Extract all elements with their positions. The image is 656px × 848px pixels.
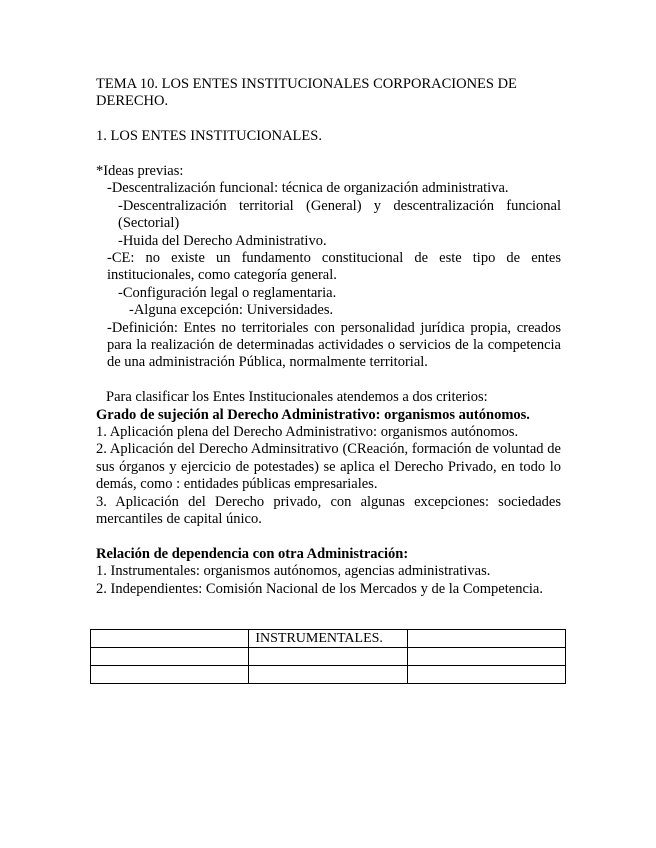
criterios-heading: Grado de sujeción al Derecho Administrativo: organismos autónomos. <box>96 406 530 423</box>
idea-line-4: -CE: no existe un fundamento constitucional de este tipo de entes institucionales, como categoría general. <box>107 250 561 284</box>
table-cell <box>91 666 249 684</box>
criterios-intro: Para clasificar los Entes Institucionales atendemos a dos criterios: <box>106 389 488 406</box>
table-cell <box>407 648 565 666</box>
criterio-item-1: 1. Aplicación plena del Derecho Administrativo: organismos autónomos. <box>96 424 519 441</box>
document-body <box>96 76 561 598</box>
section-heading: 1. LOS ENTES INSTITUCIONALES. <box>96 128 322 145</box>
table-row <box>91 666 566 684</box>
table-cell <box>91 630 249 648</box>
table-row <box>91 630 566 648</box>
criterio-item-3: 3. Aplicación del Derecho privado, con algunas excepciones: sociedades mercantiles de capital único. <box>96 493 561 528</box>
table-cell <box>249 666 407 684</box>
table-cell <box>407 630 565 648</box>
idea-line-6: -Alguna excepción: Universidades. <box>129 302 334 319</box>
table-row <box>91 648 566 666</box>
relacion-heading: Relación de dependencia con otra Administración: <box>96 545 409 562</box>
classification-table <box>90 629 566 684</box>
idea-line-1: -Descentralización funcional: técnica de organización administrativa. <box>107 180 509 197</box>
relacion-item-1: 1. Instrumentales: organismos autónomos, agencias administrativas. <box>96 563 491 580</box>
idea-line-3: -Huida del Derecho Administrativo. <box>118 232 327 249</box>
relacion-item-2: 2. Independientes: Comisión Nacional de los Mercados y de la Competencia. <box>96 580 543 597</box>
table-cell <box>91 648 249 666</box>
table-cell <box>249 648 407 666</box>
idea-line-7: -Definición: Entes no territoriales con personalidad jurídica propia, creados para la realización de determinadas actividades o servicios de la competencia de una administración Pública, normalmente territorial. <box>107 319 561 371</box>
ideas-heading: *Ideas previas: <box>96 163 184 179</box>
title-line-1: TEMA 10. LOS ENTES INSTITUCIONALES CORPORACIONES DE <box>96 76 517 92</box>
table-cell <box>407 666 565 684</box>
table-header-instrumentales: INSTRUMENTALES. <box>249 630 407 648</box>
idea-line-5: -Configuración legal o reglamentaria. <box>118 284 337 301</box>
criterio-item-2: 2. Aplicación del Derecho Adminsitrativo (CReación, formación de voluntad de sus órganos y ejercicio de potestades) se aplica el Derecho Privado, en todo lo demás, como : entidades públicas empresariales. <box>96 441 561 493</box>
title-line-2: DERECHO. <box>96 93 169 110</box>
idea-line-2: -Descentralización territorial (General) y descentralización funcional (Sectorial) <box>118 197 561 232</box>
